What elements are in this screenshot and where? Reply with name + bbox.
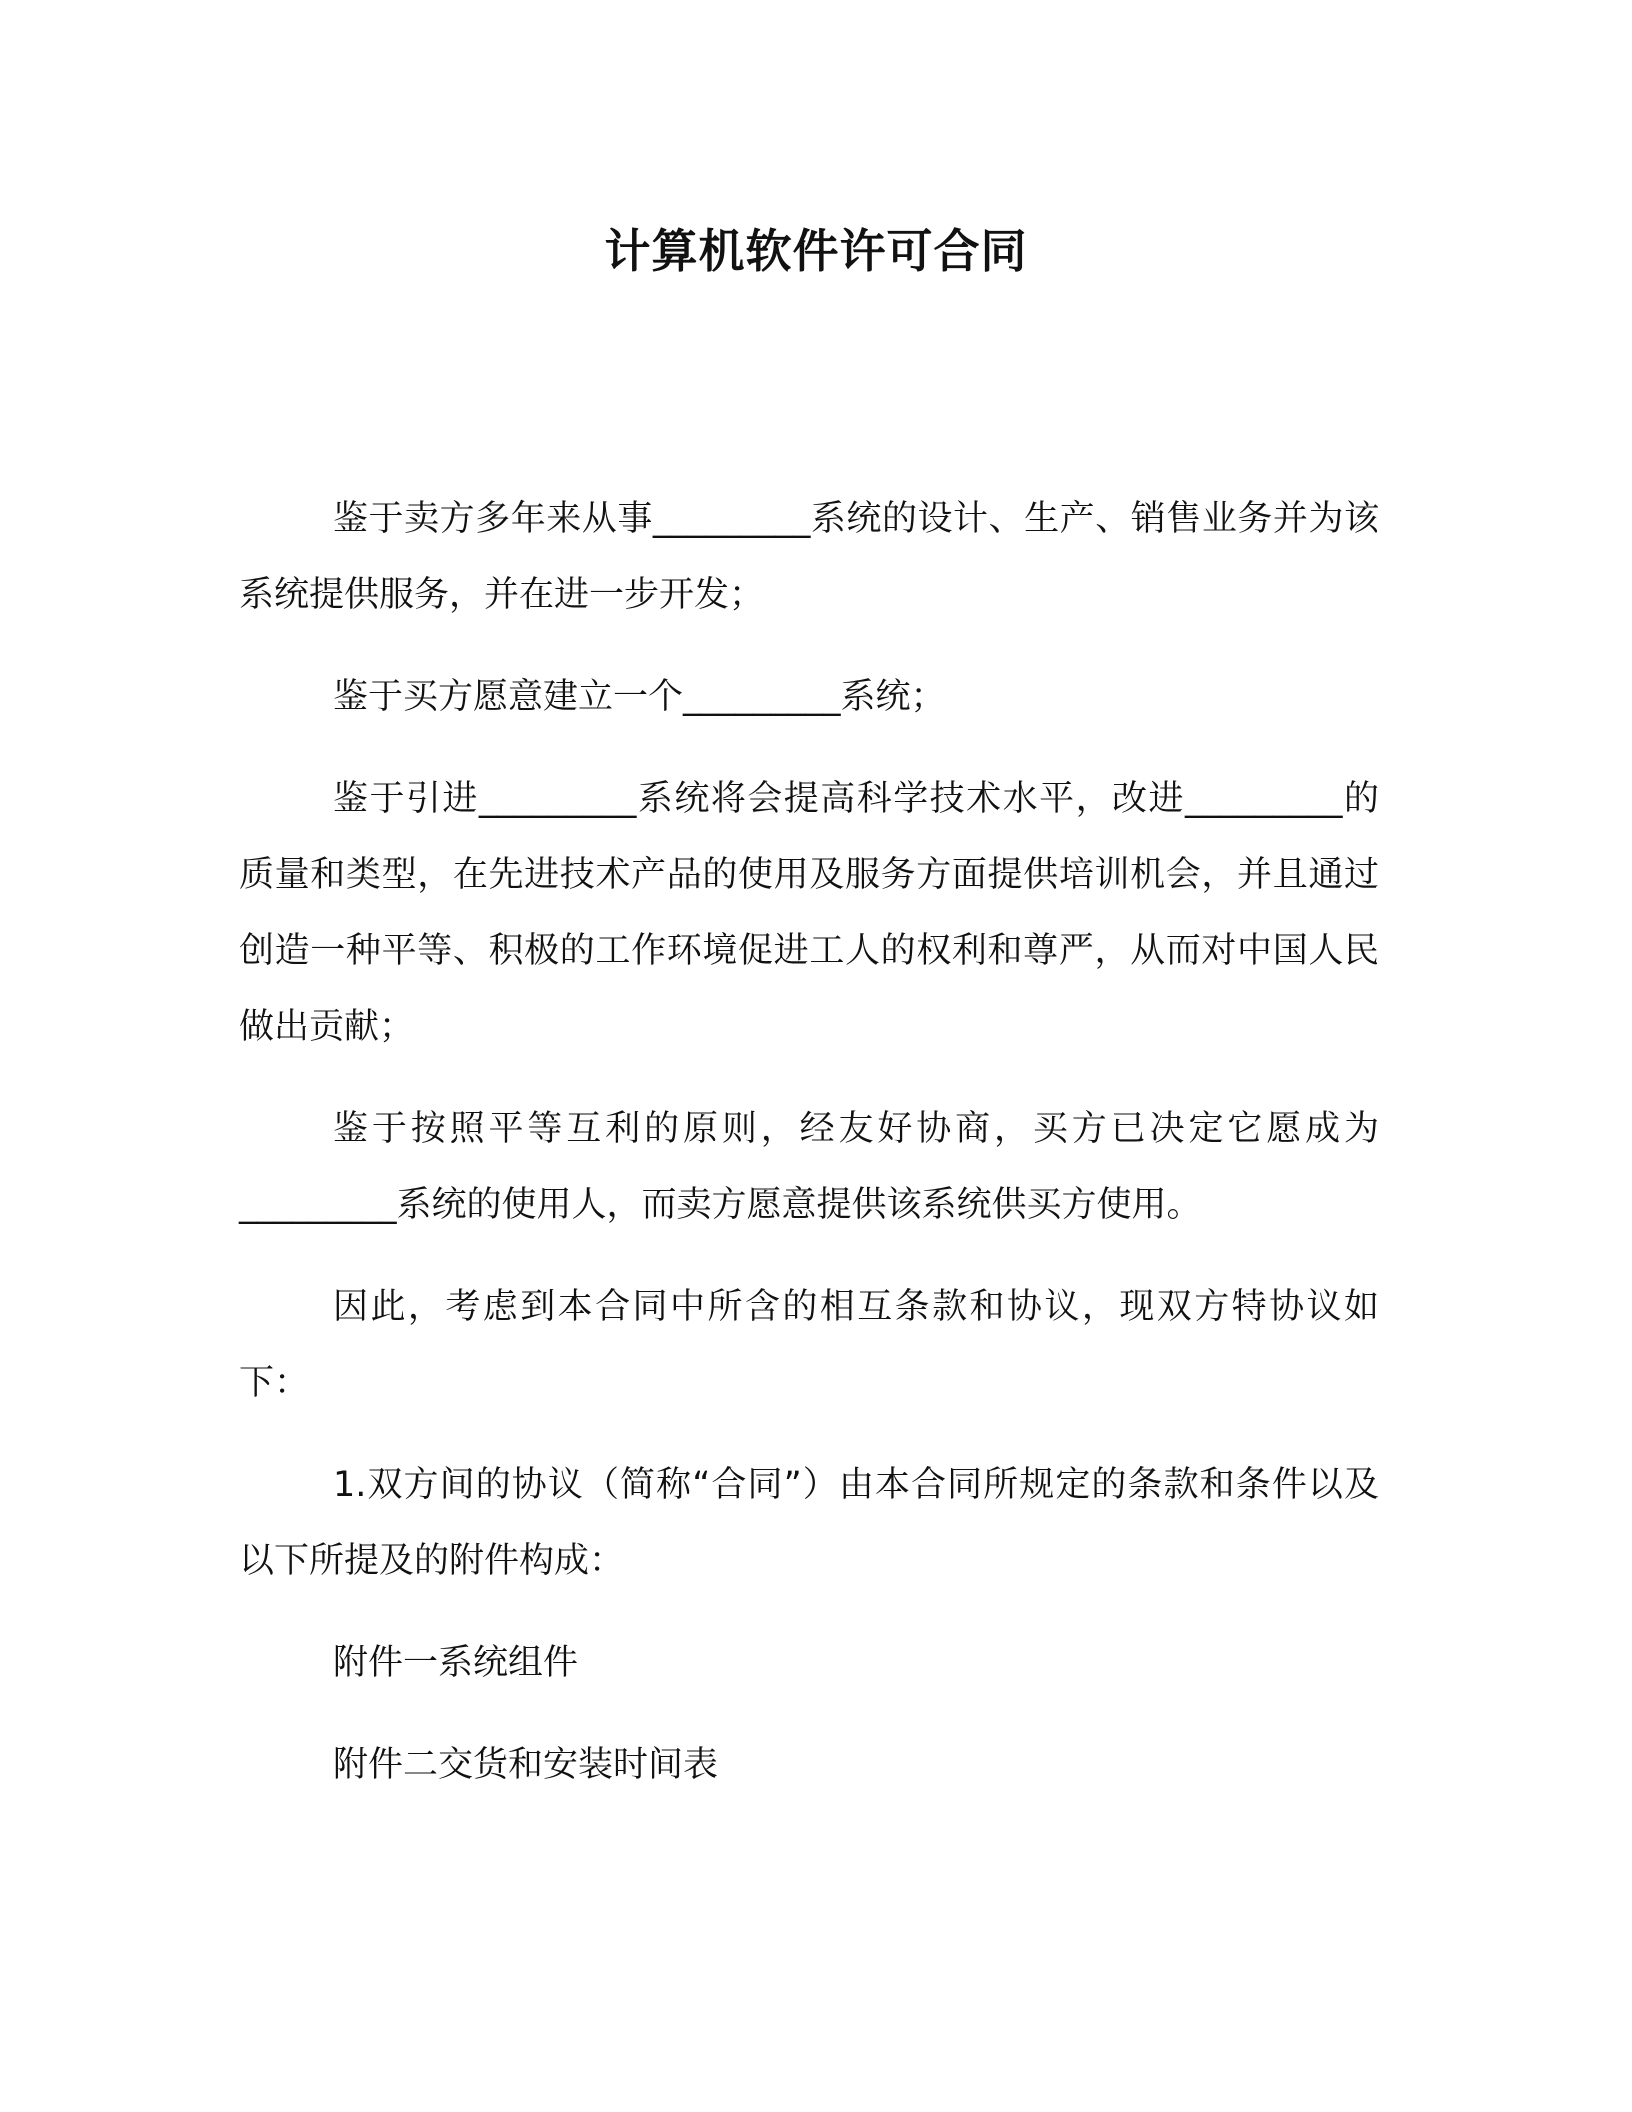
paragraph-recital-agreement: 鉴于按照平等互利的原则，经友好协商，买方已决定它愿成为_________系统的使用人，而卖方愿意提供该系统供买方使用。 xyxy=(239,1109,1379,1225)
document-body xyxy=(239,481,1379,1803)
paragraph-recital-buyer: 鉴于买方愿意建立一个_________系统； xyxy=(333,677,946,717)
document-title: 计算机软件许可合同 xyxy=(604,224,1028,278)
paragraph-therefore: 因此，考虑到本合同中所含的相互条款和协议，现双方特协议如下： xyxy=(239,1287,1379,1403)
paragraph-clause-1: 1.双方间的协议（简称“合同”）由本合同所规定的条款和条件以及以下所提及的附件构成： xyxy=(239,1465,1379,1581)
paragraph-annex-1: 附件一系统组件 xyxy=(333,1643,579,1683)
paragraph-recital-seller: 鉴于卖方多年来从事_________系统的设计、生产、销售业务并为该系统提供服务，并在进一步开发； xyxy=(239,499,1379,615)
paragraph-annex-2: 附件二交货和安装时间表 xyxy=(333,1745,719,1785)
paragraph-recital-benefits: 鉴于引进_________系统将会提高科学技术水平，改进_________的质量和类型，在先进技术产品的使用及服务方面提供培训机会，并且通过创造一种平等、积极的工作环境促进工人的权利和尊严，从而对中国人民做出贡献； xyxy=(239,779,1379,1047)
